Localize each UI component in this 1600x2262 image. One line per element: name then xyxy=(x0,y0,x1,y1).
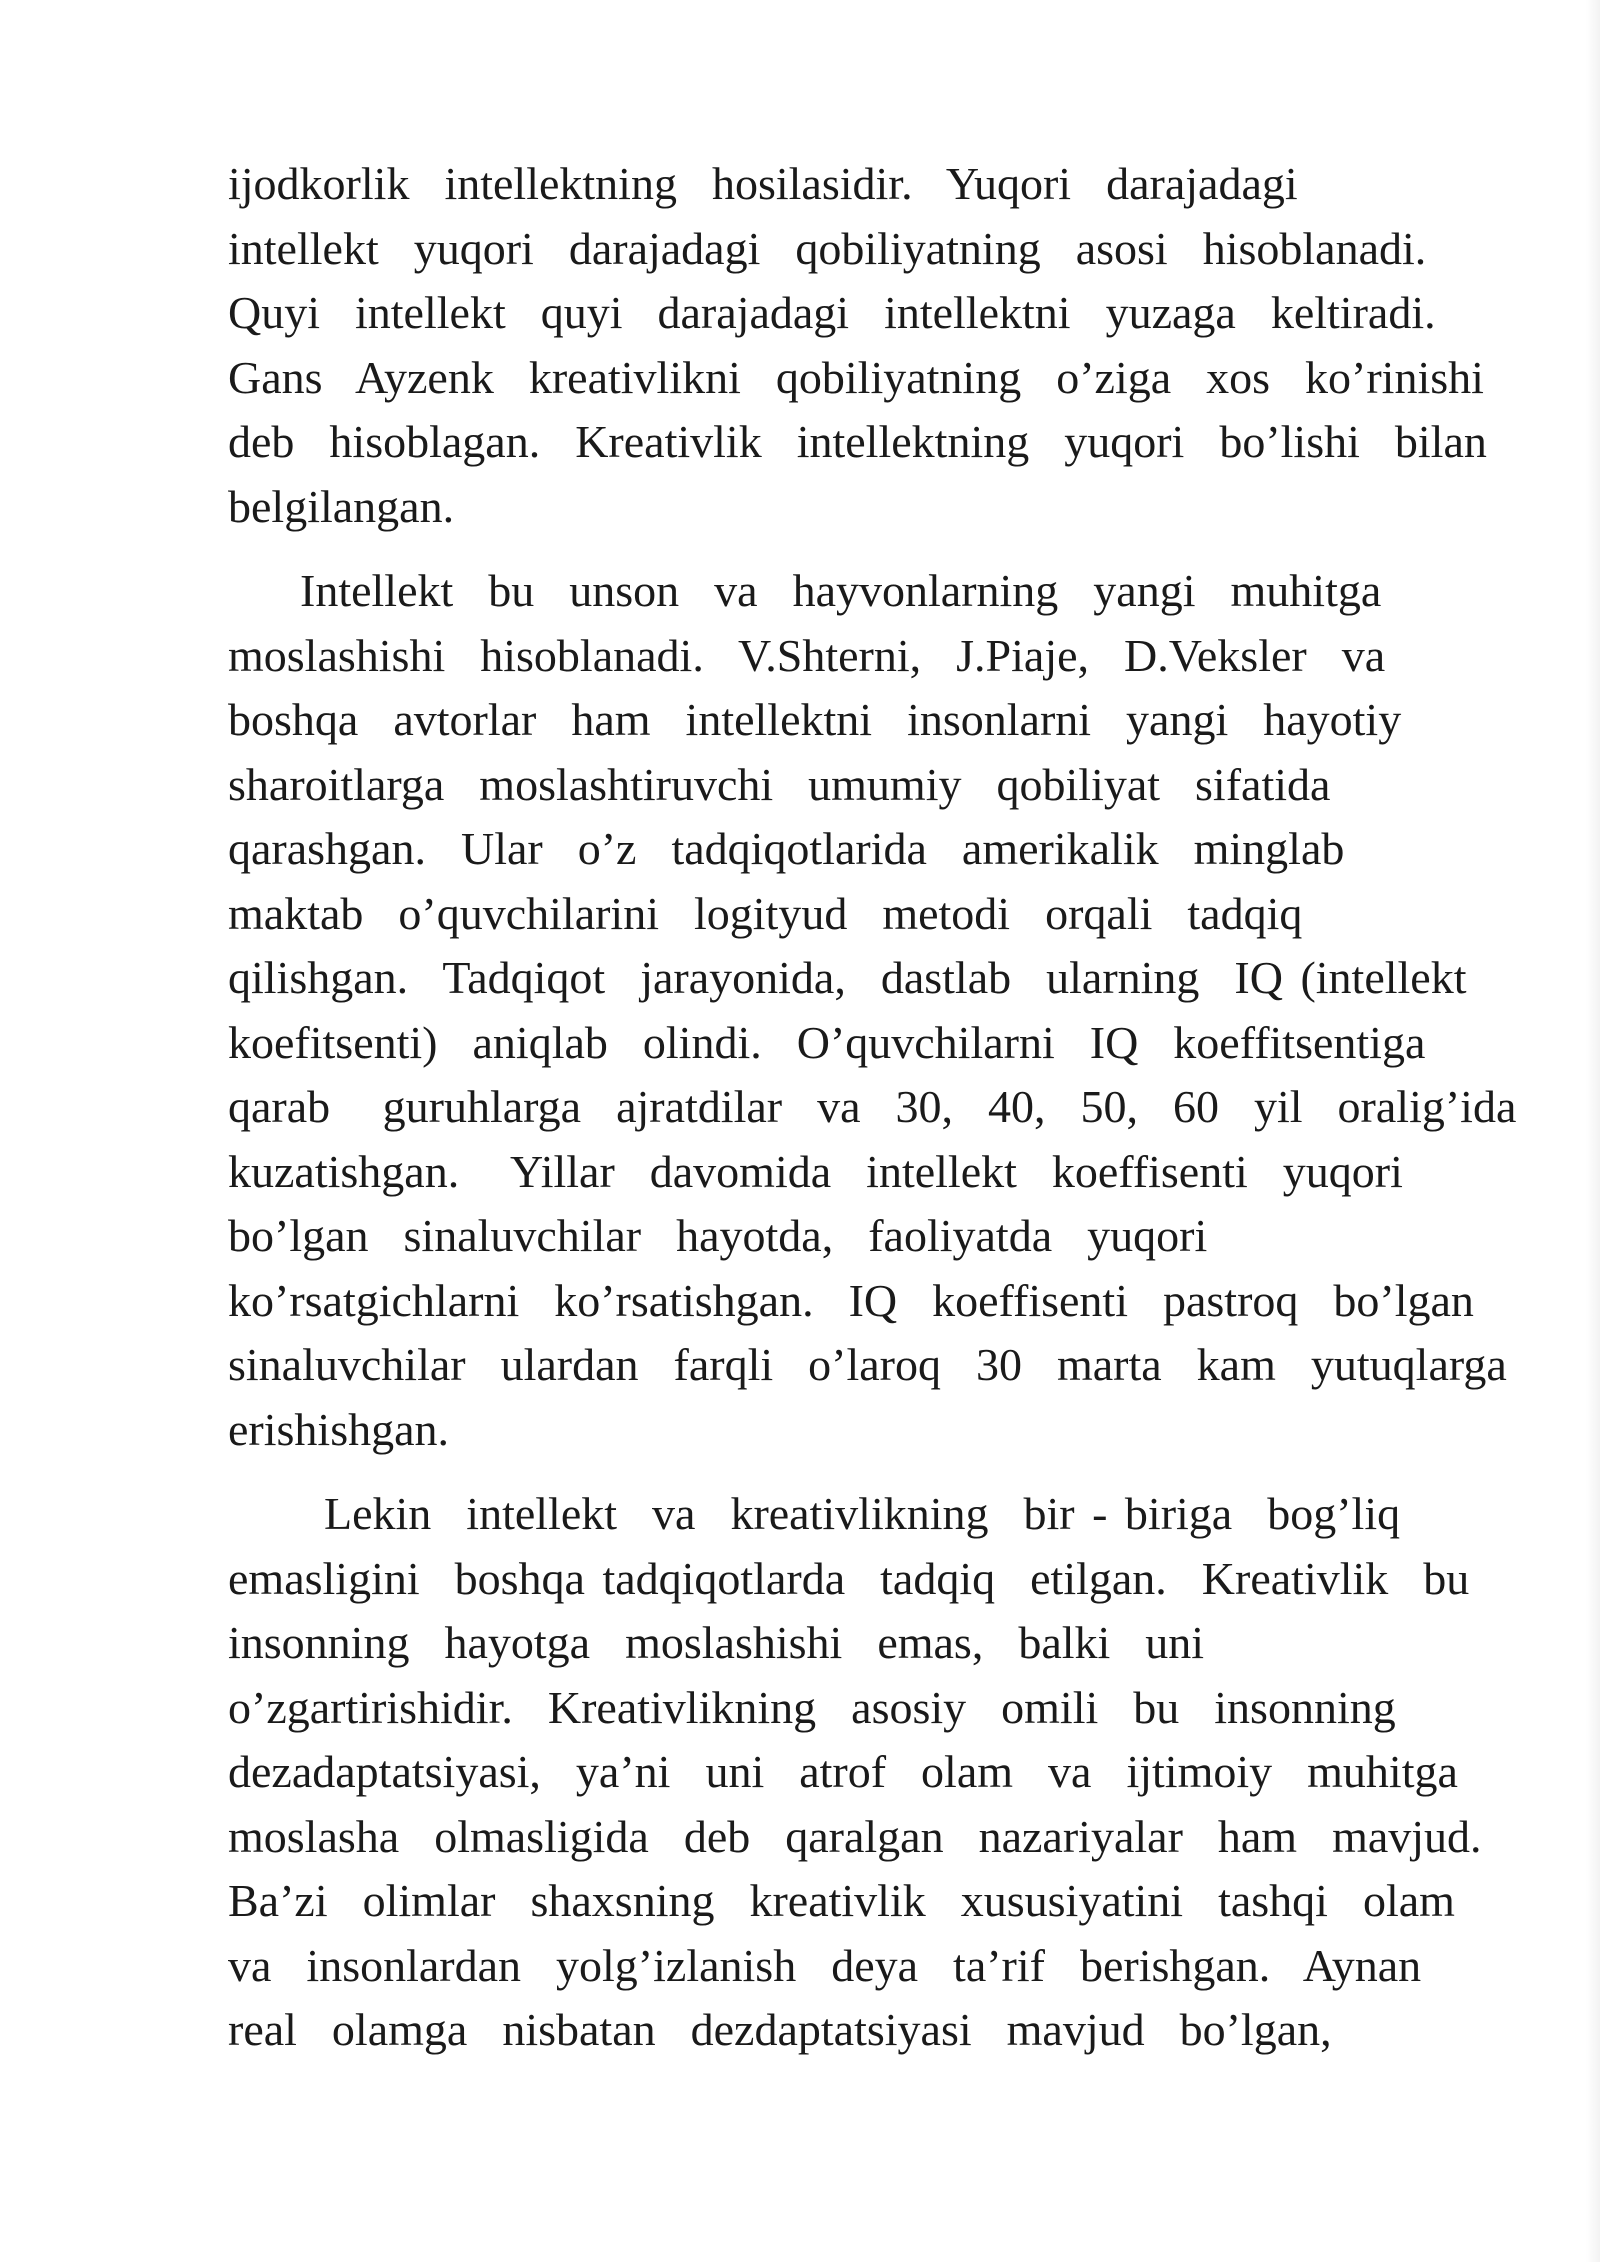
text-line: Intellekt bu unson va hayvonlarning yangi muhitga xyxy=(300,565,1382,616)
text-line: emasligini boshqa tadqiqotlarda tadqiq etilgan. Kreativlik bu xyxy=(228,1552,1470,1604)
text-line: intellekt yuqori darajadagi qobiliyatning asosi hisoblanadi. xyxy=(228,222,1427,274)
paragraph-1 xyxy=(228,152,1488,539)
text-line: bo’lgan sinaluvchilar hayotda, faoliyatda yuqori xyxy=(228,1210,1208,1261)
text-line: sinaluvchilar ulardan farqli o’laroq 30 marta kam yutuqlarga xyxy=(228,1339,1507,1390)
text-line: moslashishi hisoblanadi. V.Shterni, J.Piaje, D.Veksler va xyxy=(228,629,1386,681)
text-line: koefitsenti) aniqlab olindi. O’quvchilarni IQ koeffitsentiga xyxy=(228,1016,1426,1068)
text-line: va insonlardan yolg’izlanish deya ta’rif berishgan. Aynan xyxy=(228,1939,1422,1991)
body-text xyxy=(228,152,1517,2063)
text-line: Ba’zi olimlar shaxsning kreativlik xususiyatini tashqi olam xyxy=(228,1875,1455,1926)
text-line: ko’rsatgichlarni ko’rsatishgan. IQ koeffisenti pastroq bo’lgan xyxy=(228,1274,1474,1326)
paragraph-3 xyxy=(228,1482,1488,2063)
text-line: belgilangan. xyxy=(228,480,455,532)
page-edge-shadow xyxy=(1586,0,1600,2262)
paragraph-spacer xyxy=(228,539,1488,559)
text-line: deb hisoblagan. Kreativlik intellektning yuqori bo’lishi bilan xyxy=(228,416,1487,467)
text-line: o’zgartirishidir. Kreativlikning asosiy omili bu insonning xyxy=(228,1681,1396,1733)
text-line: sharoitlarga moslashtiruvchi umumiy qobiliyat sifatida xyxy=(228,758,1331,810)
paragraph-spacer xyxy=(228,1462,1488,1482)
text-line: maktab o’quvchilarini logityud metodi orqali tadqiq xyxy=(228,887,1303,939)
text-line: moslasha olmasligida deb qaralgan nazariyalar ham mavjud. xyxy=(228,1810,1482,1862)
text-line: erishishgan. xyxy=(228,1403,450,1455)
text-line: qarab guruhlarga ajratdilar va 30, 40, 50, 60 yil oralig’ida xyxy=(228,1081,1517,1132)
text-line: qilishgan. Tadqiqot jarayonida, dastlab ularning IQ (intellekt xyxy=(228,952,1467,1003)
text-line: Lekin intellekt va kreativlikning bir - biriga bog’liq xyxy=(324,1488,1401,1539)
text-line: real olamga nisbatan dezdaptatsiyasi mavjud bo’lgan, xyxy=(228,2004,1332,2055)
text-line: dezadaptatsiyasi, ya’ni uni atrof olam va ijtimoiy muhitga xyxy=(228,1746,1458,1797)
text-line: ijodkorlik intellektning hosilasidir. Yuqori darajadagi xyxy=(228,158,1298,209)
text-line: kuzatishgan. Yillar davomida intellekt koeffisenti yuqori xyxy=(228,1145,1403,1197)
text-line: insonning hayotga moslashishi emas, balki uni xyxy=(228,1617,1205,1668)
text-line: Quyi intellekt quyi darajadagi intellektni yuzaga keltiradi. xyxy=(228,287,1436,338)
paragraph-2 xyxy=(228,559,1517,1462)
text-line: qarashgan. Ular o’z tadqiqotlarida amerikalik minglab xyxy=(228,823,1345,874)
text-line: boshqa avtorlar ham intellektni insonlarni yangi hayotiy xyxy=(228,694,1402,745)
text-line: Gans Ayzenk kreativlikni qobiliyatning o’ziga xos ko’rinishi xyxy=(228,351,1484,403)
